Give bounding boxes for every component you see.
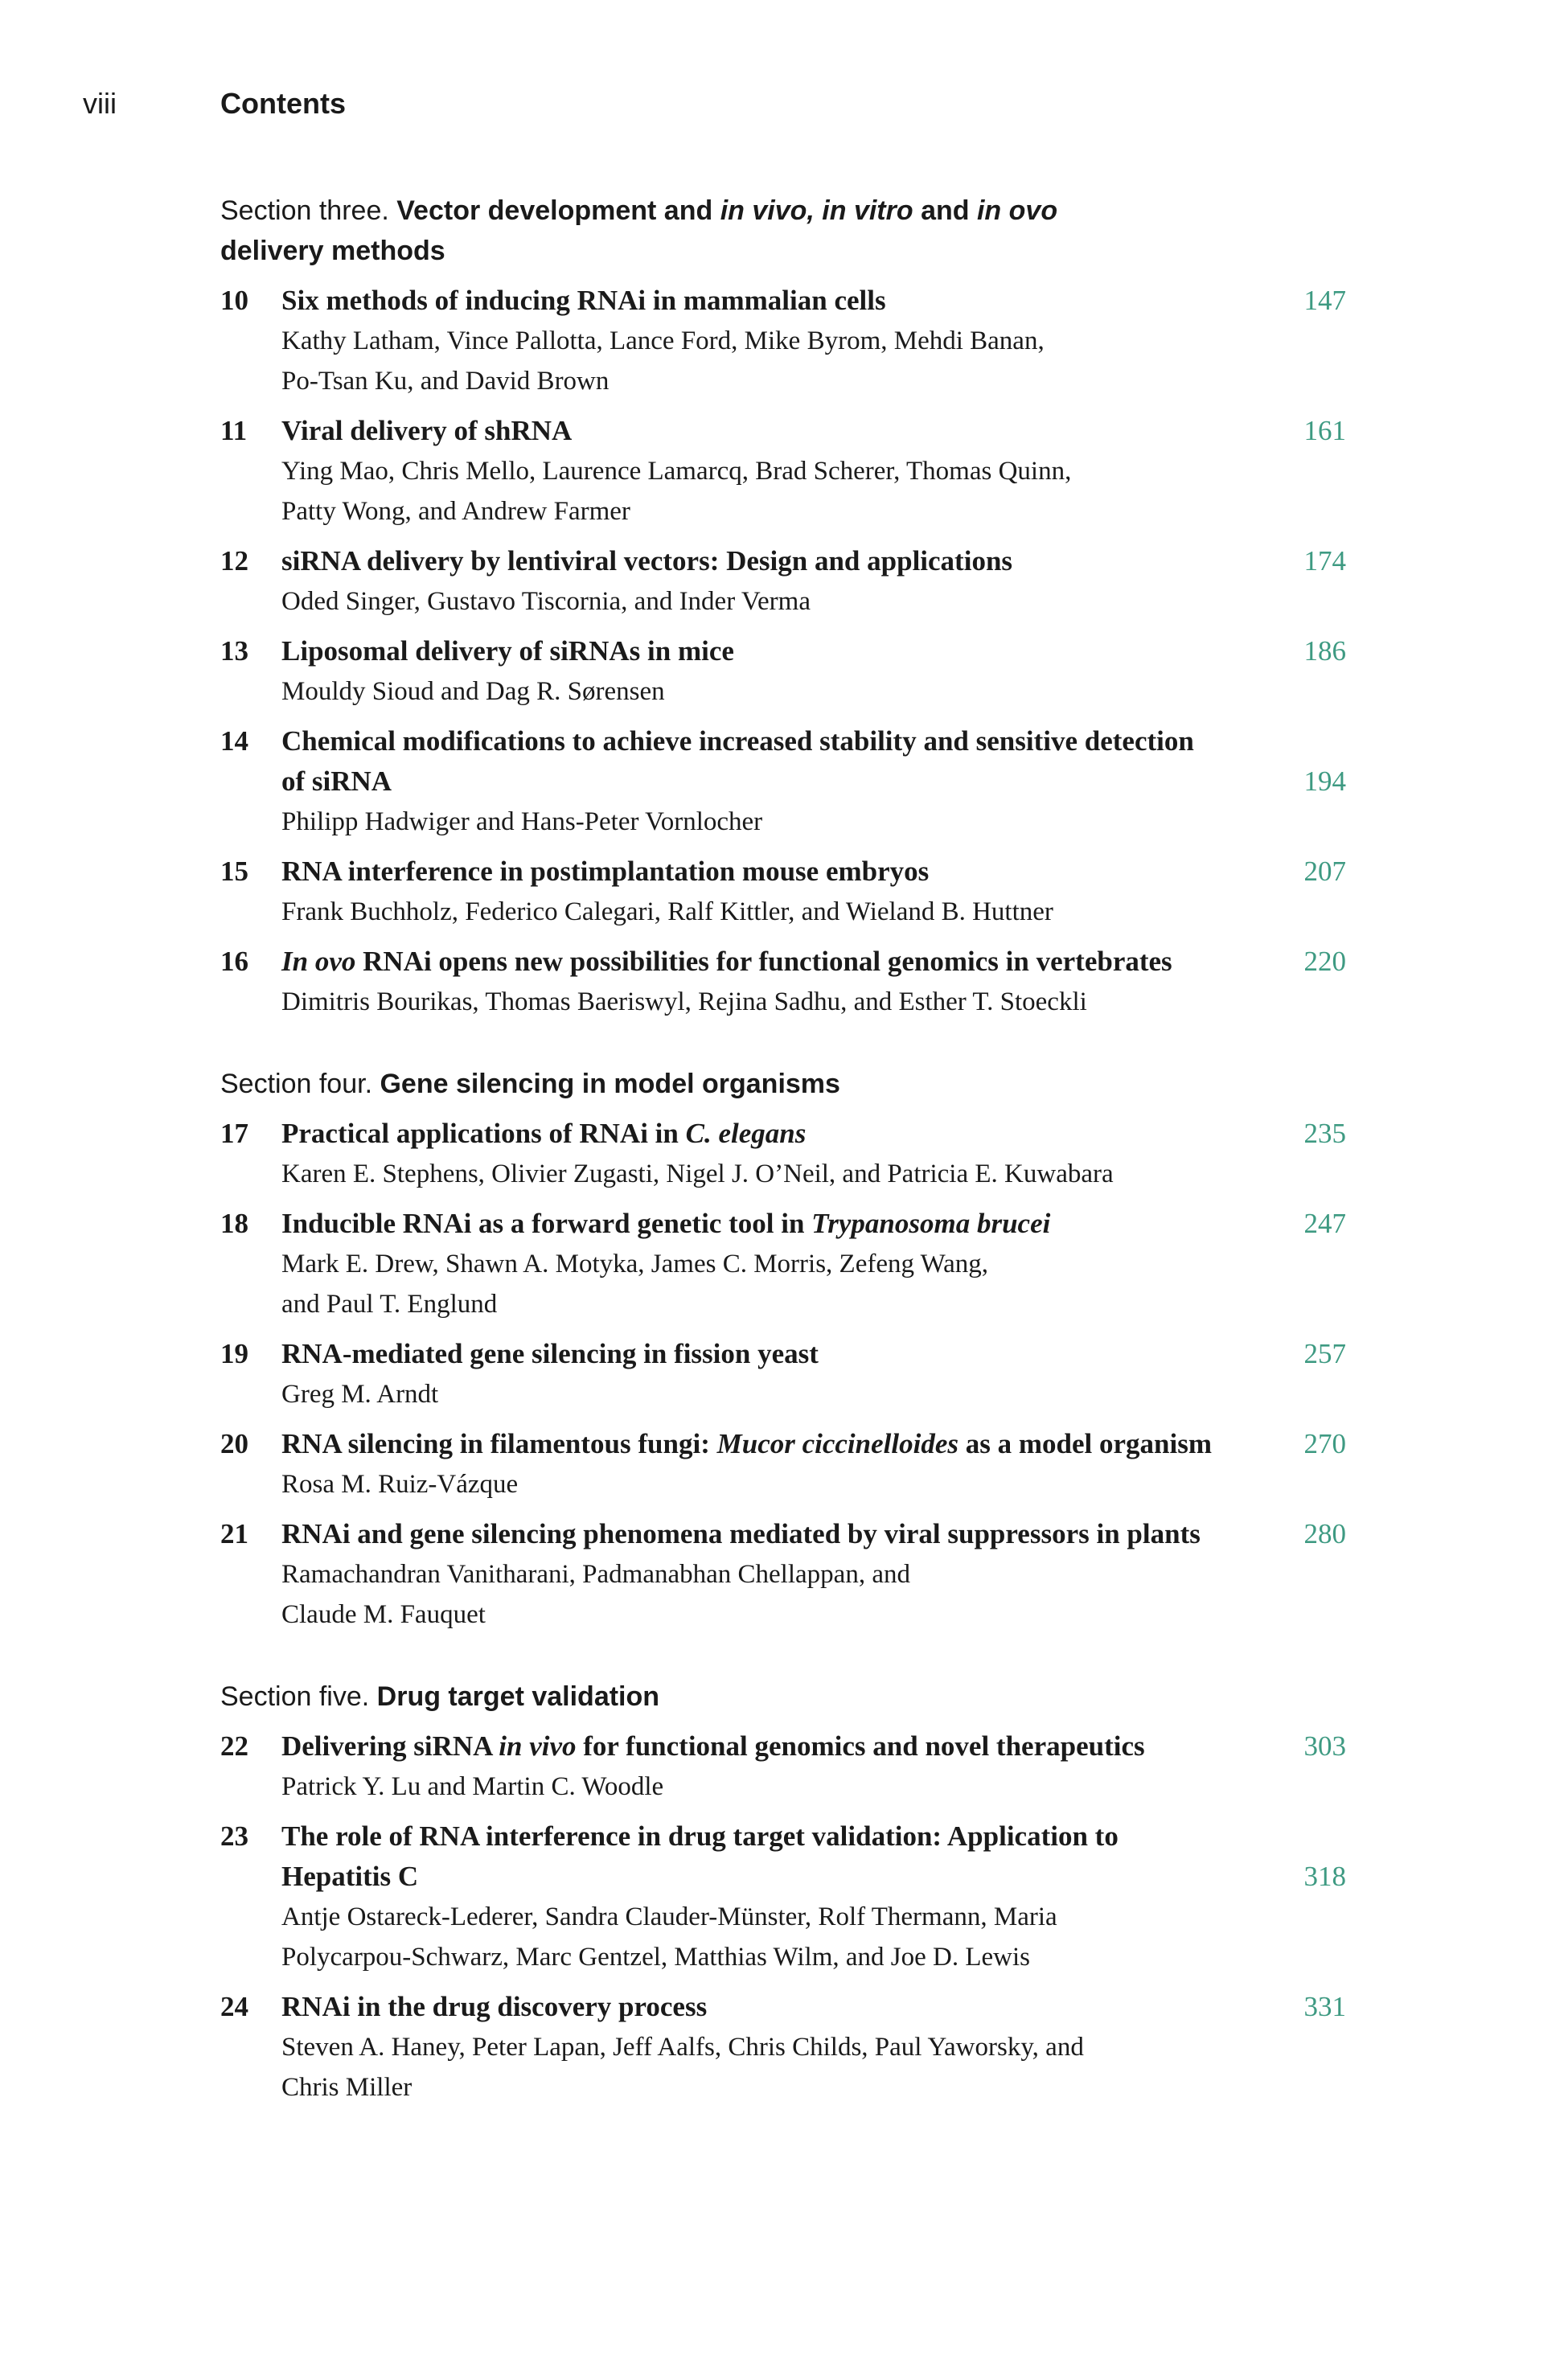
chapter-title-part: C. elegans: [685, 1118, 807, 1149]
chapter-title[interactable]: [281, 411, 1222, 451]
chapter-title-part: Viral delivery of shRNA: [281, 415, 573, 446]
section-title-part: delivery methods: [220, 236, 445, 266]
chapter-page-number[interactable]: 303: [1303, 1730, 1346, 1762]
section-heading: [220, 1677, 1089, 1717]
toc-entry[interactable]: [220, 281, 1346, 401]
chapter-title-part: Delivering siRNA: [281, 1730, 499, 1762]
chapter-authors: Philipp Hadwiger and Hans-Peter Vornlocher: [281, 807, 763, 836]
chapter-title-part: for functional genomics and novel therapeutics: [576, 1730, 1145, 1762]
toc-entry[interactable]: [220, 1424, 1346, 1504]
section-heading: [220, 191, 1089, 271]
chapter-page-number[interactable]: 235: [1303, 1118, 1346, 1149]
chapter-title-part: Mucor ciccinelloides: [716, 1428, 958, 1459]
chapter-title-part: Chemical modifications to achieve increased stability and sensitive detection of siRNA: [281, 725, 1194, 797]
chapter-authors: and Paul T. Englund: [281, 1290, 498, 1319]
section-label: Section five.: [220, 1681, 377, 1712]
chapter-title-part: RNAi in the drug discovery process: [281, 1991, 708, 2022]
chapter-number: 17: [220, 1118, 248, 1149]
chapter-title-part: RNAi opens new possibilities for functional genomics in vertebrates: [355, 946, 1172, 977]
chapter-authors: Steven A. Haney, Peter Lapan, Jeff Aalfs, Chris Childs, Paul Yaworsky, and: [281, 2033, 1084, 2062]
section-label: Section four.: [220, 1069, 380, 1099]
chapter-authors: Chris Miller: [281, 2073, 413, 2102]
chapter-authors: Ramachandran Vanitharani, Padmanabhan Chellappan, and: [281, 1560, 910, 1589]
toc-entry[interactable]: [220, 1204, 1346, 1324]
section-title-part: in ovo: [976, 195, 1058, 226]
chapter-number: 18: [220, 1208, 248, 1239]
chapter-authors: Polycarpou-Schwarz, Marc Gentzel, Matthias Wilm, and Joe D. Lewis: [281, 1943, 1030, 1972]
chapter-authors: Oded Singer, Gustavo Tiscornia, and Inder Verma: [281, 587, 811, 616]
section-title-part: Drug target validation: [376, 1681, 660, 1712]
entry-body: [281, 1514, 1222, 1635]
entry-body: [281, 1816, 1222, 1977]
chapter-title[interactable]: [281, 631, 1222, 671]
chapter-number: 22: [220, 1730, 248, 1762]
chapter-title-part: RNA interference in postimplantation mouse embryos: [281, 856, 930, 887]
toc-entry[interactable]: [220, 1816, 1346, 1977]
entry-body: [281, 1726, 1222, 1807]
toc-entry[interactable]: [220, 1114, 1346, 1194]
chapter-title[interactable]: [281, 1204, 1222, 1244]
chapter-page-number[interactable]: 207: [1303, 856, 1346, 887]
page-number: viii: [83, 87, 117, 120]
toc-section: [220, 191, 1346, 1022]
chapter-title-part: RNA silencing in filamentous fungi:: [281, 1428, 717, 1459]
section-title-part: in vivo, in vitro: [720, 195, 913, 226]
chapter-title[interactable]: [281, 1987, 1222, 2027]
chapter-page-number[interactable]: 161: [1303, 415, 1346, 446]
entry-body: [281, 721, 1222, 842]
chapter-authors: Dimitris Bourikas, Thomas Baeriswyl, Rejina Sadhu, and Esther T. Stoeckli: [281, 987, 1087, 1016]
chapter-page-number[interactable]: 174: [1303, 545, 1346, 577]
chapter-number: 24: [220, 1991, 248, 2022]
chapter-number: 12: [220, 545, 248, 577]
section-title: [380, 1069, 839, 1099]
chapter-number: 11: [220, 415, 248, 446]
chapter-number: 20: [220, 1428, 248, 1459]
toc-entry[interactable]: [220, 721, 1346, 842]
chapter-title-part: RNA-mediated gene silencing in fission yeast: [281, 1338, 819, 1369]
chapter-authors: Rosa M. Ruiz-Vázque: [281, 1470, 519, 1499]
toc-entry[interactable]: [220, 1514, 1346, 1635]
chapter-title[interactable]: [281, 281, 1222, 321]
chapter-page-number[interactable]: 270: [1303, 1428, 1346, 1459]
chapter-title-part: Liposomal delivery of siRNAs in mice: [281, 635, 734, 667]
chapter-title-part: Practical applications of RNAi in: [281, 1118, 686, 1149]
entry-body: [281, 1334, 1222, 1414]
entry-body: [281, 1204, 1222, 1324]
chapter-title-part: Inducible RNAi as a forward genetic tool in: [281, 1208, 812, 1239]
table-of-contents: [220, 191, 1346, 2107]
chapter-title[interactable]: [281, 1424, 1222, 1464]
chapter-title[interactable]: [281, 1816, 1222, 1897]
chapter-title-part: RNAi and gene silencing phenomena mediated by viral suppressors in plants: [281, 1518, 1201, 1549]
chapter-authors: Antje Ostareck-Lederer, Sandra Clauder-Münster, Rolf Thermann, Maria: [281, 1902, 1057, 1931]
chapter-title[interactable]: [281, 1514, 1222, 1554]
running-title: Contents: [220, 87, 346, 120]
section-title-part: Gene silencing in model organisms: [380, 1069, 840, 1099]
chapter-title[interactable]: [281, 852, 1222, 892]
toc-entry[interactable]: [220, 411, 1346, 531]
chapter-number: 19: [220, 1338, 248, 1369]
entry-body: [281, 281, 1222, 401]
chapter-page-number[interactable]: 186: [1303, 635, 1346, 667]
section-title-part: and: [913, 195, 977, 226]
chapter-title-part: siRNA delivery by lentiviral vectors: Design and applications: [281, 545, 1013, 577]
chapter-title[interactable]: [281, 1726, 1222, 1767]
entry-body: [281, 1114, 1222, 1194]
chapter-title[interactable]: [281, 721, 1222, 802]
toc-entry[interactable]: [220, 1987, 1346, 2107]
section-heading: [220, 1064, 1089, 1104]
entry-body: [281, 852, 1222, 932]
chapter-title-part: Trypanosoma brucei: [811, 1208, 1051, 1239]
toc-entry[interactable]: [220, 631, 1346, 712]
entry-body: [281, 942, 1222, 1022]
chapter-title[interactable]: [281, 541, 1222, 581]
entry-body: [281, 1424, 1222, 1504]
chapter-title[interactable]: [281, 1114, 1222, 1154]
entry-body: [281, 541, 1222, 622]
chapter-page-number[interactable]: 220: [1303, 946, 1346, 977]
chapter-number: 10: [220, 285, 248, 316]
chapter-page-number[interactable]: 318: [1303, 1861, 1346, 1892]
chapter-authors: Frank Buchholz, Federico Calegari, Ralf Kittler, and Wieland B. Huttner: [281, 897, 1053, 926]
toc-section: [220, 1064, 1346, 1635]
chapter-title[interactable]: [281, 942, 1222, 982]
entry-body: [281, 631, 1222, 712]
running-head: [0, 87, 1568, 125]
chapter-page-number[interactable]: 280: [1303, 1518, 1346, 1549]
chapter-title[interactable]: [281, 1334, 1222, 1374]
chapter-authors: Mark E. Drew, Shawn A. Motyka, James C. Morris, Zefeng Wang,: [281, 1250, 989, 1278]
chapter-title-part: in vivo: [499, 1730, 577, 1762]
chapter-authors: Po-Tsan Ku, and David Brown: [281, 367, 610, 396]
toc-entry[interactable]: [220, 852, 1346, 932]
toc-entry[interactable]: [220, 1334, 1346, 1414]
chapter-authors: Ying Mao, Chris Mello, Laurence Lamarcq, Brad Scherer, Thomas Quinn,: [281, 457, 1072, 486]
entry-body: [281, 1987, 1222, 2107]
chapter-page-number[interactable]: 194: [1303, 765, 1346, 797]
entry-body: [281, 411, 1222, 531]
chapter-page-number[interactable]: 247: [1303, 1208, 1346, 1239]
section-label: Section three.: [220, 195, 397, 226]
chapter-number: 23: [220, 1820, 248, 1852]
chapter-number: 15: [220, 856, 248, 887]
section-title: [377, 1681, 659, 1712]
chapter-number: 16: [220, 946, 248, 977]
chapter-number: 13: [220, 635, 248, 667]
chapter-authors: Claude M. Fauquet: [281, 1600, 486, 1629]
chapter-authors: Kathy Latham, Vince Pallotta, Lance Ford, Mike Byrom, Mehdi Banan,: [281, 326, 1045, 355]
chapter-number: 21: [220, 1518, 248, 1549]
toc-entry[interactable]: [220, 1726, 1346, 1807]
chapter-authors: Patty Wong, and Andrew Farmer: [281, 497, 630, 526]
chapter-authors: Patrick Y. Lu and Martin C. Woodle: [281, 1772, 664, 1801]
chapter-authors: Karen E. Stephens, Olivier Zugasti, Nigel J. O’Neil, and Patricia E. Kuwabara: [281, 1159, 1114, 1188]
toc-entry[interactable]: [220, 942, 1346, 1022]
chapter-authors: Mouldy Sioud and Dag R. Sørensen: [281, 677, 665, 706]
chapter-page-number[interactable]: 257: [1303, 1338, 1346, 1369]
chapter-title-part: as a model organism: [958, 1428, 1212, 1459]
toc-section: [220, 1677, 1346, 2107]
chapter-title-part: In ovo: [281, 946, 356, 977]
chapter-number: 14: [220, 725, 248, 757]
chapter-authors: Greg M. Arndt: [281, 1380, 439, 1409]
chapter-title-part: The role of RNA interference in drug target validation: Application to Hepatitis C: [281, 1820, 1119, 1892]
chapter-title-part: Six methods of inducing RNAi in mammalian cells: [281, 285, 886, 316]
chapter-page-number[interactable]: 147: [1303, 285, 1346, 316]
chapter-page-number[interactable]: 331: [1303, 1991, 1346, 2022]
toc-entry[interactable]: [220, 541, 1346, 622]
section-title-part: Vector development and: [396, 195, 720, 226]
